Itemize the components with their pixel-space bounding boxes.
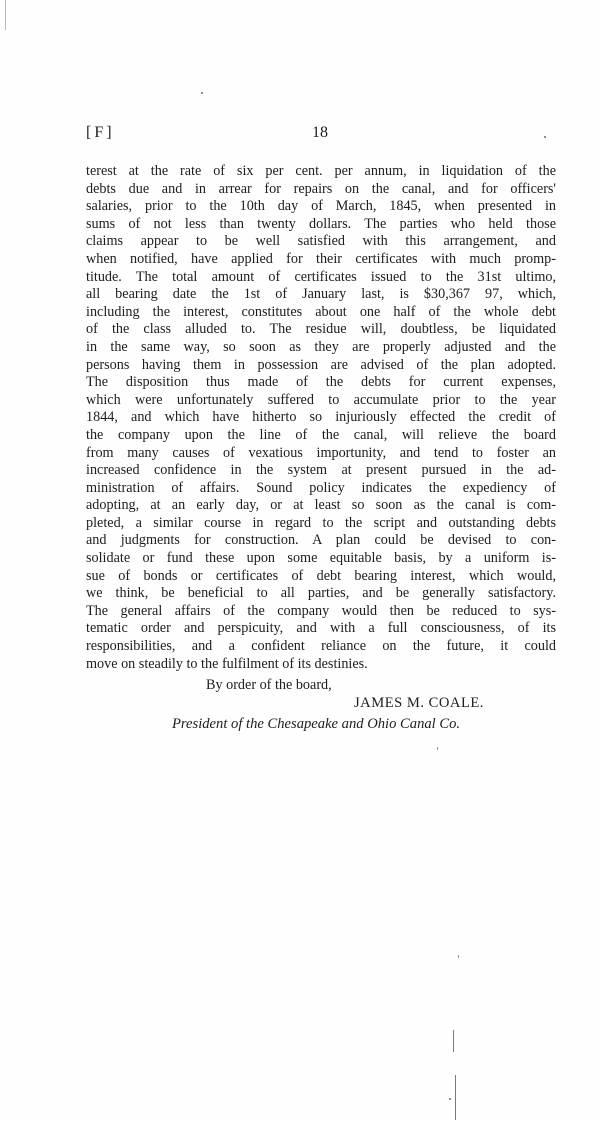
- scan-speck: [437, 747, 438, 750]
- body-paragraph: [86, 163, 556, 673]
- page-number: 18: [312, 124, 328, 141]
- signature-mark: [F]: [86, 124, 115, 141]
- text-line: including the interest, constitutes about one half of the whole debt: [86, 303, 556, 320]
- text-line: in the same way, so soon as they are properly adjusted and the: [86, 338, 556, 355]
- text-line: ministration of affairs. Sound policy indicates the expediency of: [86, 479, 556, 496]
- text-line: which were unfortunately suffered to accumulate prior to the year: [86, 391, 556, 408]
- text-line: responsibilities, and a confident reliance on the future, it could: [86, 638, 556, 655]
- signatory-title: President of the Chesapeake and Ohio Canal Co.: [172, 716, 461, 732]
- signatory-name: JAMES M. COALE.: [354, 695, 484, 711]
- scan-speck: [449, 1098, 451, 1100]
- text-line: pleted, a similar course in regard to the script and outstanding debts: [86, 514, 556, 531]
- text-line: The disposition thus made of the debts for current expenses,: [86, 374, 556, 391]
- text-line: from many causes of vexatious importunity, and tend to foster an: [86, 444, 556, 461]
- text-line: move on steadily to the fulfilment of its destinies.: [86, 655, 368, 672]
- text-line: 1844, and which have hitherto so injuriously effected the credit of: [86, 409, 556, 426]
- text-line: terest at the rate of six per cent. per annum, in liquidation of the: [86, 163, 556, 179]
- text-line: sums of not less than twenty dollars. The parties who held those: [86, 215, 556, 232]
- text-line: persons having them in possession are advised of the plan adopted.: [86, 356, 556, 373]
- margin-scan-mark: [5, 0, 6, 30]
- text-line: The general affairs of the company would then be reduced to sys-: [86, 602, 556, 619]
- text-line: when notified, have applied for their certificates with much promp-: [86, 250, 556, 267]
- text-line: adopting, at an early day, or at least so soon as the canal is com-: [86, 497, 556, 514]
- text-line: sue of bonds or certificates of debt bearing interest, which would,: [86, 567, 556, 584]
- text-line: the company upon the line of the canal, will relieve the board: [86, 426, 556, 443]
- scan-speck: [201, 92, 203, 94]
- scan-crease: [455, 1075, 456, 1120]
- text-line: titude. The total amount of certificates issued to the 31st ultimo,: [86, 268, 556, 285]
- scan-crease: [453, 1030, 454, 1052]
- text-line: we think, be beneficial to all parties, and be generally satisfactory.: [86, 585, 556, 602]
- by-order-line: By order of the board,: [206, 677, 332, 693]
- text-line: all bearing date the 1st of January last, is $30,367 97, which,: [86, 286, 556, 303]
- text-line: solidate or fund these upon some equitable basis, by a uniform is-: [86, 550, 556, 567]
- text-line: salaries, prior to the 10th day of March, 1845, when presented in: [86, 198, 556, 215]
- text-line: debts due and in arrear for repairs on the canal, and for officers': [86, 180, 556, 197]
- text-line: of the class alluded to. The residue will, doubtless, be liquidated: [86, 321, 556, 338]
- text-line: increased confidence in the system at present pursued in the ad-: [86, 462, 556, 479]
- scan-speck: [458, 955, 459, 958]
- scan-speck: [544, 136, 546, 138]
- text-line: claims appear to be well satisfied with this arrangement, and: [86, 233, 556, 250]
- text-line: tematic order and perspicuity, and with a full consciousness, of its: [86, 620, 556, 637]
- text-line: and judgments for construction. A plan could be devised to con-: [86, 532, 556, 549]
